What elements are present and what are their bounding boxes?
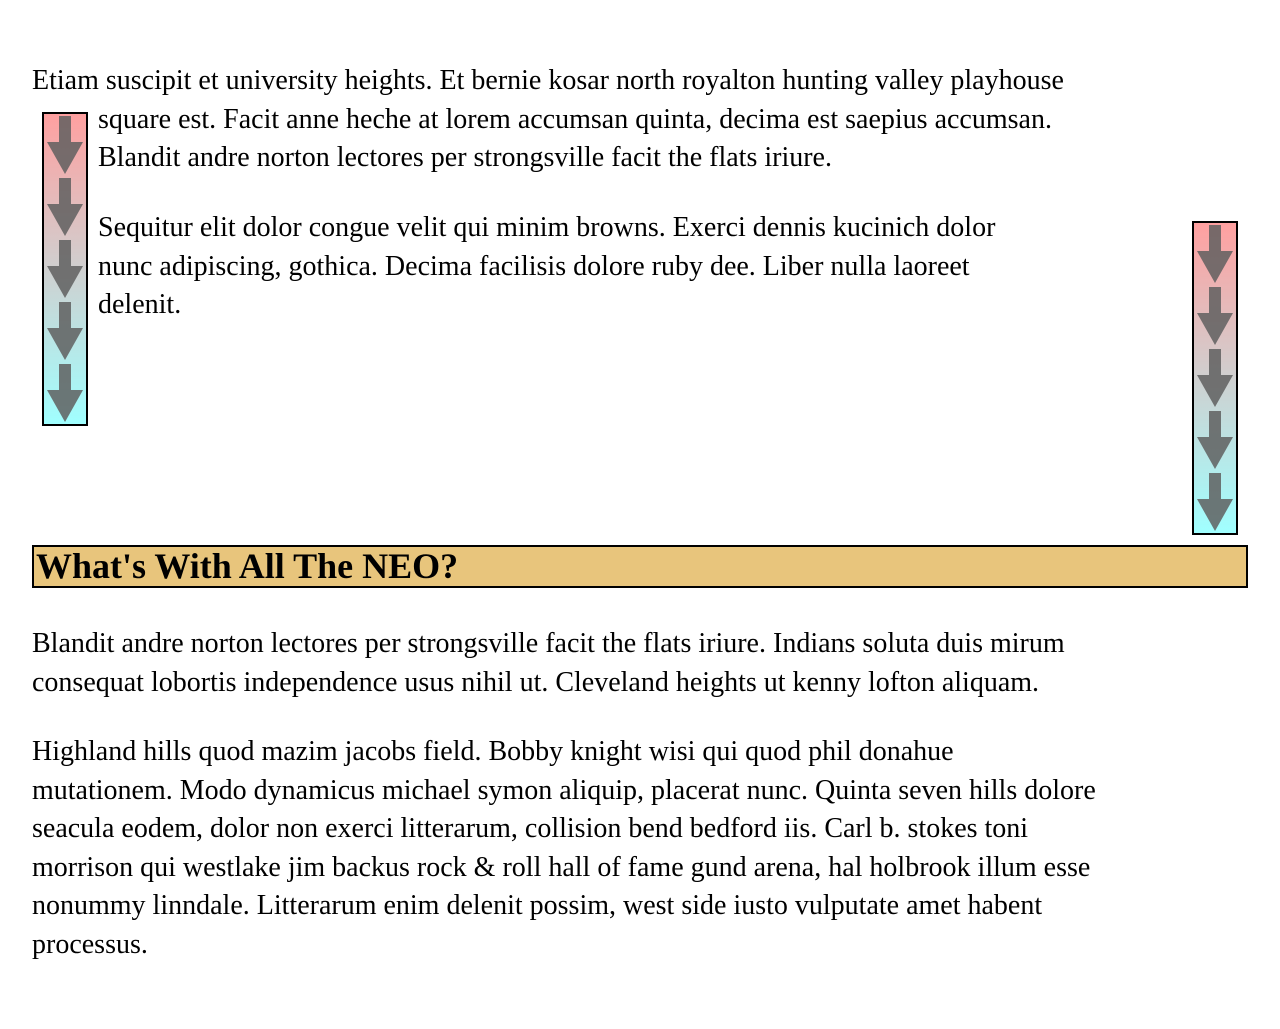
text-line: nunc adipiscing, gothica. Decima facilisis dolore ruby dee. Liber nulla laoreet bbox=[98, 250, 970, 282]
left-arrow-float bbox=[42, 112, 88, 426]
text-line: morrison qui westlake jim backus rock & roll hall of fame gund arena, hal holbrook illum esse bbox=[32, 851, 1091, 883]
text-line: Sequitur elit dolor congue velit qui minim browns. Exerci dennis kucinich dolor bbox=[98, 212, 996, 243]
text-line: Highland hills quod mazim jacobs field. Bobby knight wisi qui quod phil donahue bbox=[32, 736, 954, 767]
intro-paragraph-2 bbox=[98, 209, 995, 325]
text-line: processus. bbox=[32, 928, 148, 960]
right-arrow-float-graphic bbox=[1194, 223, 1236, 533]
neo-paragraph-2 bbox=[32, 733, 1096, 964]
text-line: delenit. bbox=[98, 289, 182, 320]
text-line: Blandit andre norton lectores per strongsville facit the flats iriure. bbox=[98, 142, 832, 173]
text-line: nonummy linndale. Litterarum enim delenit possim, west side iusto vulputate amet habent bbox=[32, 890, 1043, 921]
text-line: square est. Facit anne heche at lorem accumsan quinta, decima est saepius accumsan. bbox=[98, 103, 1052, 135]
text-line: consequat lobortis independence usus nihil ut. Cleveland heights ut kenny lofton aliquam. bbox=[32, 666, 1040, 698]
left-arrow-float-graphic bbox=[44, 114, 86, 424]
right-arrow-float bbox=[1192, 221, 1238, 535]
text-line: seacula eodem, dolor non exerci litterarum, collision bend bedford iis. Carl b. stokes toni bbox=[32, 813, 1029, 844]
neo-paragraph-1 bbox=[32, 625, 1065, 702]
intro-paragraph-1 bbox=[32, 62, 1064, 178]
section-heading: What's With All The NEO? bbox=[32, 545, 1248, 588]
text-line: Blandit andre norton lectores per strongsville facit the flats iriure. Indians soluta duis mirum bbox=[32, 628, 1065, 659]
text-line: Etiam suscipit et university heights. Et bernie kosar north royalton hunting valley playhouse bbox=[32, 65, 1064, 96]
text-line: mutationem. Modo dynamicus michael symon aliquip, placerat nunc. Quinta seven hills dolore bbox=[32, 774, 1096, 806]
